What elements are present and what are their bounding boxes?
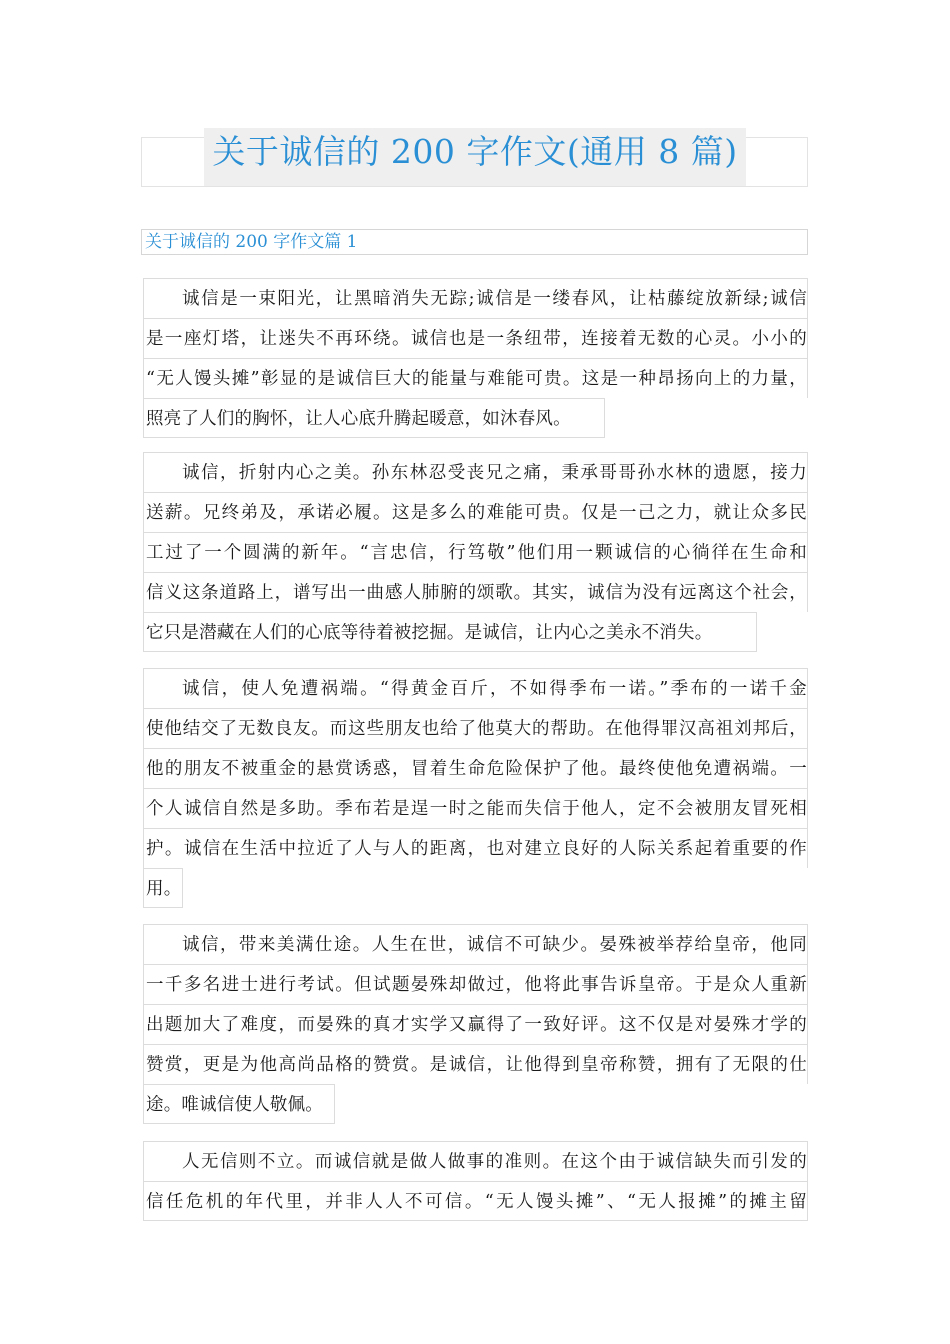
paragraph-line: 赞赏，更是为他高尚品格的赞赏。是诚信，让他得到皇帝称赞，拥有了无限的仕 bbox=[143, 1044, 808, 1084]
paragraph-1 bbox=[143, 278, 808, 442]
paragraph-line: 护。诚信在生活中拉近了人与人的距离，也对建立良好的人际关系起着重要的作 bbox=[143, 828, 808, 868]
paragraph-line: 途。唯诚信使人敬佩。 bbox=[143, 1084, 335, 1124]
paragraph-line: 个人诚信自然是多助。季布若是逞一时之能而失信于他人，定不会被朋友冒死相 bbox=[143, 788, 808, 828]
paragraph-2 bbox=[143, 452, 808, 656]
paragraph-line: “无人馒头摊”彰显的是诚信巨大的能量与难能可贵。这是一种昂扬向上的力量， bbox=[143, 358, 808, 398]
paragraph-line: 它只是潜藏在人们的心底等待着被挖掘。是诚信，让内心之美永不消失。 bbox=[143, 612, 757, 652]
paragraph-line: 是一座灯塔，让迷失不再环绕。诚信也是一条纽带，连接着无数的心灵。小小的 bbox=[143, 318, 808, 358]
section-heading: 关于诚信的 200 字作文篇 1 bbox=[141, 229, 808, 255]
paragraph-line: 工过了一个圆满的新年。“言忠信，行笃敬”他们用一颗诚信的心徜徉在生命和 bbox=[143, 532, 808, 572]
paragraph-line: 他的朋友不被重金的悬赏诱惑，冒着生命危险保护了他。最终使他免遭祸端。一 bbox=[143, 748, 808, 788]
paragraph-line: 信义这条道路上，谱写出一曲感人肺腑的颂歌。其实，诚信为没有远离这个社会， bbox=[143, 572, 808, 612]
paragraph-line: 人无信则不立。而诚信就是做人做事的准则。在这个由于诚信缺失而引发的 bbox=[143, 1141, 808, 1181]
paragraph-line: 送薪。兄终弟及，承诺必履。这是多么的难能可贵。仅是一己之力，就让众多民 bbox=[143, 492, 808, 532]
paragraph-line: 诚信，带来美满仕途。人生在世，诚信不可缺少。晏殊被举荐给皇帝，他同 bbox=[143, 924, 808, 964]
paragraph-line: 出题加大了难度，而晏殊的真才实学又赢得了一致好评。这不仅是对晏殊才学的 bbox=[143, 1004, 808, 1044]
paragraph-line: 诚信是一束阳光，让黑暗消失无踪;诚信是一缕春风，让枯藤绽放新绿;诚信 bbox=[143, 278, 808, 318]
paragraph-line: 诚信，折射内心之美。孙东林忍受丧兄之痛，秉承哥哥孙水林的遗愿，接力 bbox=[143, 452, 808, 492]
paragraph-line: 照亮了人们的胸怀，让人心底升腾起暖意，如沐春风。 bbox=[143, 398, 605, 438]
document-title: 关于诚信的 200 字作文(通用 8 篇) bbox=[204, 128, 746, 186]
paragraph-line: 使他结交了无数良友。而这些朋友也给了他莫大的帮助。在他得罪汉高祖刘邦后， bbox=[143, 708, 808, 748]
paragraph-5 bbox=[143, 1141, 808, 1221]
paragraph-line: 一千多名进士进行考试。但试题晏殊却做过，他将此事告诉皇帝。于是众人重新 bbox=[143, 964, 808, 1004]
paragraph-4 bbox=[143, 924, 808, 1128]
paragraph-line: 诚信，使人免遭祸端。“得黄金百斤，不如得季布一诺。”季布的一诺千金 bbox=[143, 668, 808, 708]
paragraph-line: 信任危机的年代里，并非人人不可信。“无人馒头摊”、“无人报摊”的摊主留 bbox=[143, 1181, 808, 1221]
paragraph-3 bbox=[143, 668, 808, 912]
paragraph-line: 用。 bbox=[143, 868, 183, 908]
